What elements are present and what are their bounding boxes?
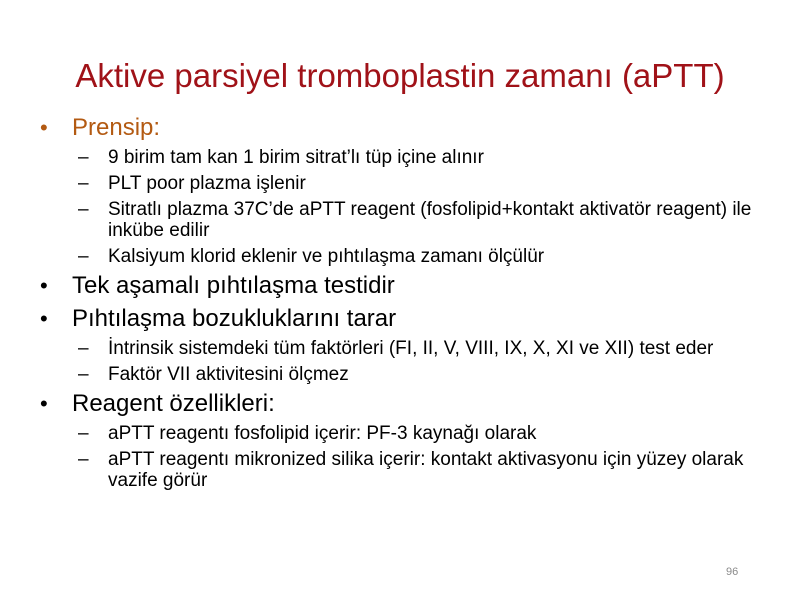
bullet-item — [40, 389, 770, 418]
bullet-item — [40, 113, 770, 142]
sub-item-text: PLT poor plazma işlenir — [108, 173, 306, 194]
sub-item — [40, 423, 770, 444]
sub-item — [40, 199, 770, 241]
bullet-icon: • — [40, 273, 48, 298]
dash-icon: – — [78, 199, 89, 220]
sub-item-text: aPTT reagentı fosfolipid içerir: PF-3 kaynağı olarak — [108, 423, 537, 444]
bullet-item — [40, 304, 770, 333]
sub-item-text: Sitratlı plazma 37C’de aPTT reagent (fosfolipid+kontakt aktivatör reagent) ile inkübe edilir — [108, 199, 752, 241]
dash-icon: – — [78, 338, 89, 359]
dash-icon: – — [78, 423, 89, 444]
slide-title: Aktive parsiyel tromboplastin zamanı (aPTT) — [75, 57, 725, 94]
sub-item — [40, 173, 770, 194]
sub-item-text: Faktör VII aktivitesini ölçmez — [108, 364, 349, 385]
dash-icon: – — [78, 449, 89, 470]
sub-item — [40, 364, 770, 385]
sub-list — [40, 338, 770, 385]
bullet-text: Prensip: — [72, 114, 161, 141]
sub-item-text: İntrinsik sistemdeki tüm faktörleri (FI, II, V, VIII, IX, X, XI ve XII) test eder — [108, 338, 714, 359]
sub-item-text: Kalsiyum klorid eklenir ve pıhtılaşma zamanı ölçülür — [108, 246, 545, 267]
bullet-icon: • — [40, 391, 48, 416]
dash-icon: – — [78, 364, 89, 385]
bullet-icon: • — [40, 115, 48, 140]
sub-list — [40, 423, 770, 491]
sub-item-text: 9 birim tam kan 1 birim sitrat’lı tüp içine alınır — [108, 147, 484, 168]
sub-item — [40, 246, 770, 267]
bullet-text: Reagent özellikleri: — [72, 390, 275, 417]
sub-item — [40, 449, 770, 491]
page-number: 96 — [726, 566, 739, 578]
bullet-list — [40, 113, 770, 493]
sub-item — [40, 338, 770, 359]
bullet-icon: • — [40, 306, 48, 331]
dash-icon: – — [78, 246, 89, 267]
dash-icon: – — [78, 173, 89, 194]
sub-item — [40, 147, 770, 168]
dash-icon: – — [78, 147, 89, 168]
bullet-text: Pıhtılaşma bozukluklarını tarar — [72, 305, 397, 332]
sub-item-text: aPTT reagentı mikronized silika içerir: kontakt aktivasyonu için yüzey olarak vazife görür — [108, 449, 744, 491]
sub-list — [40, 147, 770, 267]
bullet-text: Tek aşamalı pıhtılaşma testidir — [72, 272, 395, 299]
bullet-item — [40, 271, 770, 300]
